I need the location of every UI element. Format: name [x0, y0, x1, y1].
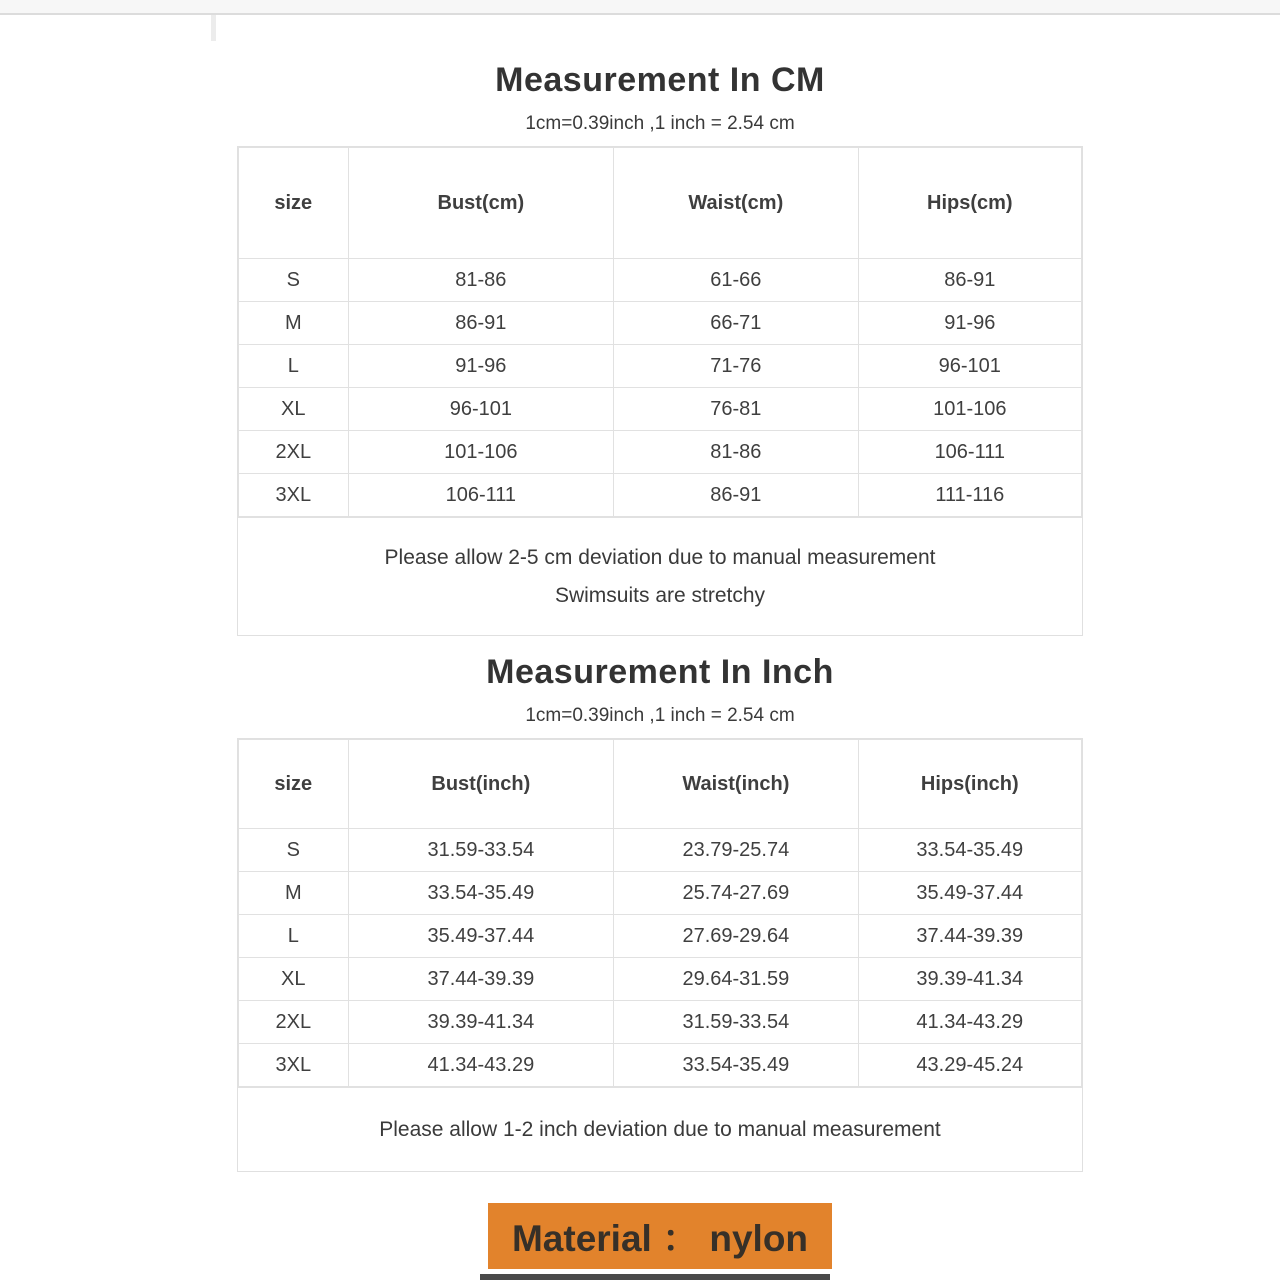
table-header-cell: Waist(inch)	[614, 740, 858, 829]
table-cell: XL	[239, 958, 349, 1001]
table-cell: 96-101	[858, 345, 1081, 388]
chart-content	[237, 61, 1083, 1269]
inch-conversion-note: 1cm=0.39inch ,1 inch = 2.54 cm	[525, 705, 795, 726]
table-row	[239, 829, 1082, 872]
table-header-cell: Waist(cm)	[614, 148, 858, 259]
table-cell: L	[239, 345, 349, 388]
table-cell: 33.54-35.49	[858, 829, 1081, 872]
table-cell: 37.44-39.39	[348, 958, 614, 1001]
table-row	[239, 431, 1082, 474]
table-cell: 91-96	[348, 345, 614, 388]
table-row	[239, 474, 1082, 517]
cm-conversion-note: 1cm=0.39inch ,1 inch = 2.54 cm	[525, 113, 795, 134]
table-cell: 31.59-33.54	[348, 829, 614, 872]
inch-table-notes	[238, 1087, 1082, 1171]
table-cell: L	[239, 915, 349, 958]
table-row	[239, 388, 1082, 431]
table-row	[239, 1001, 1082, 1044]
table-cell: 101-106	[348, 431, 614, 474]
table-row	[239, 302, 1082, 345]
table-row	[239, 1044, 1082, 1087]
table-cell: 86-91	[348, 302, 614, 345]
table-cell: S	[239, 259, 349, 302]
inch-size-table	[238, 739, 1082, 1087]
table-header-cell: Hips(cm)	[858, 148, 1081, 259]
table-row	[239, 872, 1082, 915]
cm-section-title: Measurement In CM	[495, 61, 825, 99]
table-cell: 3XL	[239, 1044, 349, 1087]
material-label: Material ： nylon	[488, 1203, 832, 1269]
table-cell: M	[239, 302, 349, 345]
table-cell: 111-116	[858, 474, 1081, 517]
inch-table-header-row	[239, 740, 1082, 829]
note-line: Swimsuits are stretchy	[554, 583, 766, 607]
window-top-edge	[0, 0, 1280, 15]
cm-table-notes	[238, 517, 1082, 635]
table-cell: 86-91	[614, 474, 858, 517]
cm-size-table-wrap	[237, 146, 1083, 636]
table-cell: 27.69-29.64	[614, 915, 858, 958]
table-cell: 2XL	[239, 431, 349, 474]
table-row	[239, 958, 1082, 1001]
note-line: Please allow 2-5 cm deviation due to manual measurement	[384, 545, 936, 569]
table-cell: 91-96	[858, 302, 1081, 345]
table-cell: 33.54-35.49	[348, 872, 614, 915]
table-cell: 96-101	[348, 388, 614, 431]
inch-size-table-wrap	[237, 738, 1083, 1172]
page-edge-mark	[211, 15, 216, 41]
table-header-cell: size	[239, 148, 349, 259]
table-cell: 25.74-27.69	[614, 872, 858, 915]
table-cell: 35.49-37.44	[348, 915, 614, 958]
table-cell: 81-86	[348, 259, 614, 302]
table-header-cell: Bust(inch)	[348, 740, 614, 829]
inch-section-title: Measurement In Inch	[486, 653, 834, 691]
cropped-next-element	[480, 1274, 830, 1280]
table-cell: 106-111	[858, 431, 1081, 474]
table-cell: 76-81	[614, 388, 858, 431]
table-header-cell: Hips(inch)	[858, 740, 1081, 829]
cm-table-body	[239, 259, 1082, 517]
table-cell: 43.29-45.24	[858, 1044, 1081, 1087]
table-cell: 81-86	[614, 431, 858, 474]
table-cell: XL	[239, 388, 349, 431]
table-cell: 66-71	[614, 302, 858, 345]
note-line: Please allow 1-2 inch deviation due to manual measurement	[379, 1117, 941, 1141]
table-cell: 33.54-35.49	[614, 1044, 858, 1087]
table-cell: 86-91	[858, 259, 1081, 302]
table-header-cell: size	[239, 740, 349, 829]
table-row	[239, 259, 1082, 302]
table-cell: 101-106	[858, 388, 1081, 431]
table-cell: M	[239, 872, 349, 915]
cm-table-header-row	[239, 148, 1082, 259]
table-cell: 23.79-25.74	[614, 829, 858, 872]
cm-size-table	[238, 147, 1082, 517]
table-cell: 39.39-41.34	[348, 1001, 614, 1044]
table-cell: 71-76	[614, 345, 858, 388]
table-cell: 35.49-37.44	[858, 872, 1081, 915]
table-cell: 39.39-41.34	[858, 958, 1081, 1001]
table-cell: 2XL	[239, 1001, 349, 1044]
material-row	[237, 1203, 1083, 1269]
table-cell: 37.44-39.39	[858, 915, 1081, 958]
table-cell: 41.34-43.29	[858, 1001, 1081, 1044]
table-cell: 106-111	[348, 474, 614, 517]
table-row	[239, 345, 1082, 388]
table-header-cell: Bust(cm)	[348, 148, 614, 259]
table-cell: 3XL	[239, 474, 349, 517]
table-cell: 41.34-43.29	[348, 1044, 614, 1087]
table-cell: 31.59-33.54	[614, 1001, 858, 1044]
table-cell: 29.64-31.59	[614, 958, 858, 1001]
inch-table-body	[239, 829, 1082, 1087]
table-row	[239, 915, 1082, 958]
table-cell: S	[239, 829, 349, 872]
table-cell: 61-66	[614, 259, 858, 302]
